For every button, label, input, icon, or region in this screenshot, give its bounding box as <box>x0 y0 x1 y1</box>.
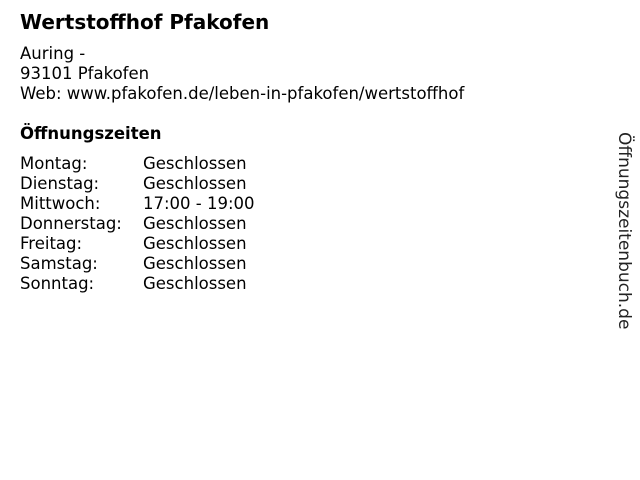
opening-hours-heading: Öffnungszeiten <box>20 124 162 143</box>
hours-day: Dienstag: <box>20 174 100 193</box>
hours-day: Freitag: <box>20 234 83 253</box>
hours-time: Geschlossen <box>143 234 247 253</box>
hours-day: Mittwoch: <box>20 194 101 213</box>
address-block <box>20 44 464 104</box>
hours-day: Sonntag: <box>20 274 95 293</box>
watermark-site-name: Öffnungszeitenbuch.de <box>614 132 634 330</box>
hours-time: Geschlossen <box>143 254 247 273</box>
page-title: Wertstoffhof Pfakofen <box>20 10 270 34</box>
hours-time: Geschlossen <box>143 214 247 233</box>
hours-time: 17:00 - 19:00 <box>143 194 255 213</box>
address-street: Auring - <box>20 44 86 63</box>
hours-time: Geschlossen <box>143 174 247 193</box>
address-city: 93101 Pfakofen <box>20 64 150 83</box>
hours-time: Geschlossen <box>143 274 247 293</box>
address-web: Web: www.pfakofen.de/leben-in-pfakofen/wertstoffhof <box>20 84 465 103</box>
hours-day: Donnerstag: <box>20 214 122 233</box>
hours-time: Geschlossen <box>143 154 247 173</box>
hours-day: Samstag: <box>20 254 98 273</box>
hours-day: Montag: <box>20 154 88 173</box>
